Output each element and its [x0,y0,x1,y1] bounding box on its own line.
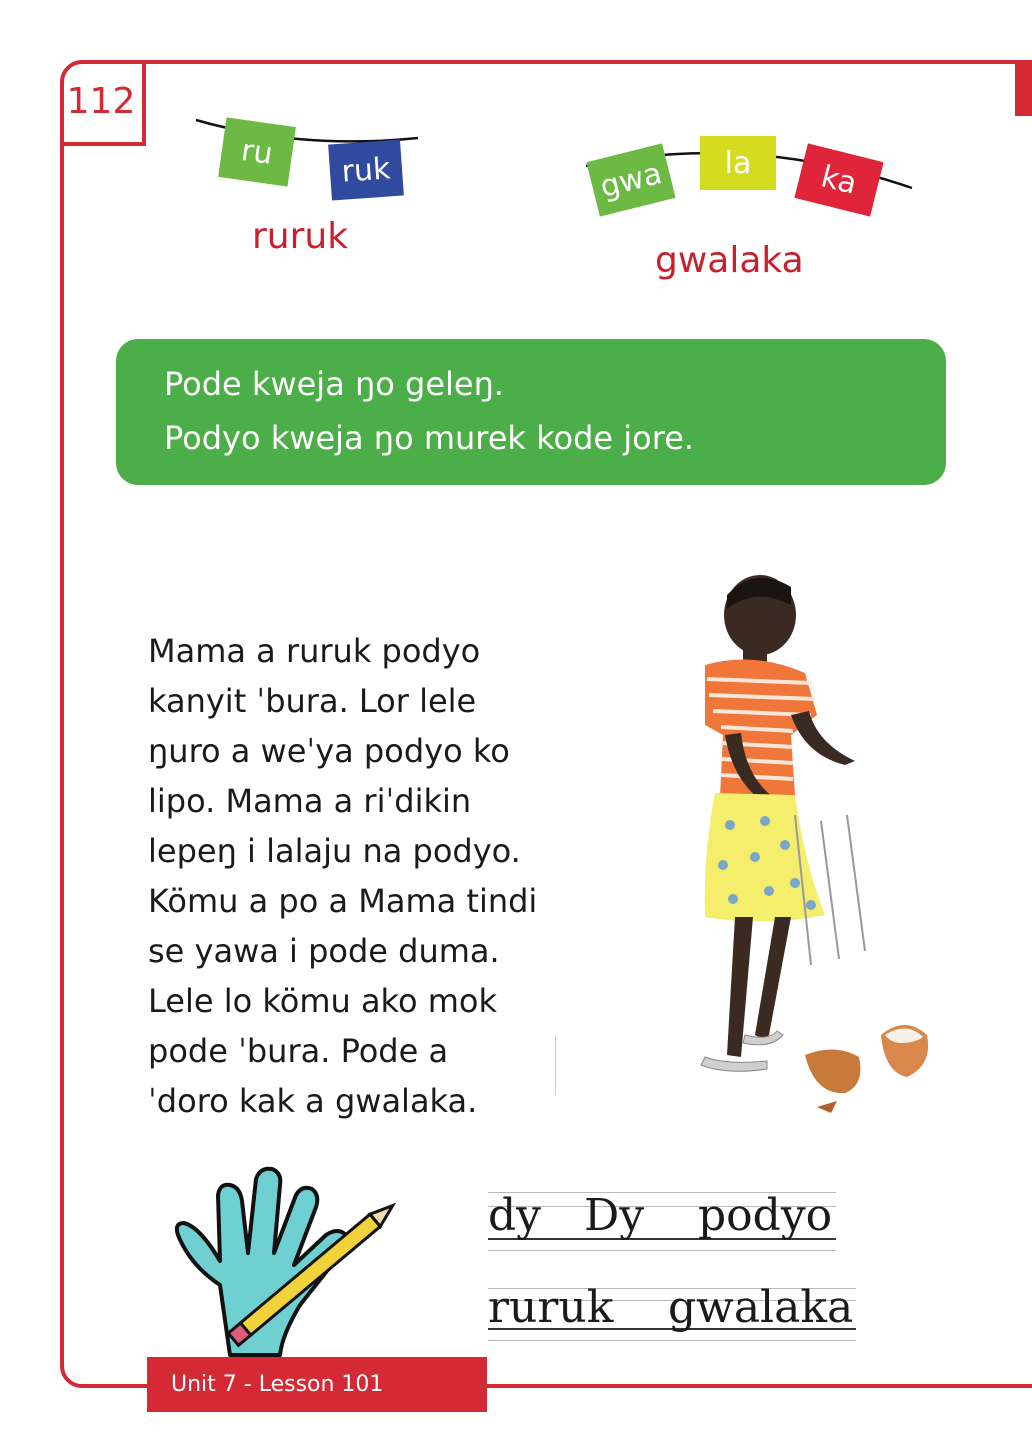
story-text [148,626,568,1126]
story-line: ŋuro a weˈya podyo ko [148,732,510,770]
guide-line [488,1340,856,1341]
writing-word-podyo: podyo [698,1190,833,1241]
syllable-flag-ka: ka [794,143,883,216]
sentence-line-2: Podyo kweja ŋo murek kode jore. [164,419,695,457]
writing-word-gwalaka: gwalaka [668,1282,854,1333]
writing-word-dy: dy [488,1190,542,1241]
story-line: kanyit ˈbura. Lor lele [148,682,477,720]
story-line: Mama a ruruk podyo [148,632,481,670]
story-line: ˈdoro kak a gwalaka. [148,1082,478,1120]
sentence-line-1: Pode kweja ŋo geleŋ. [164,365,505,403]
lesson-label: Unit 7 - Lesson 101 [171,1372,384,1397]
writing-word-Dy: Dy [584,1190,645,1241]
syllable-flag-gwa: gwa [586,143,675,216]
page-number [60,60,146,146]
page-number-label: 112 [66,80,136,122]
syllable-flag-ruk: ruk [328,140,404,201]
syllable-flag-ru: ru [218,117,296,186]
edge-tab [1015,60,1032,116]
lesson-footer [147,1357,487,1412]
hand-with-pencil-icon [170,1165,420,1365]
sentence-box [116,339,946,485]
syllable-flag-la: la [700,136,776,190]
story-line: se yawa i pode duma. [148,932,500,970]
story-line: Lele lo kömu ako mok [148,982,497,1020]
story-line: lepeŋ i lalaju na podyo. [148,832,521,870]
word-gwalaka: gwalaka [655,240,804,281]
word-ruruk: ruruk [252,216,349,257]
story-line: pode ˈbura. Pode a [148,1032,449,1070]
story-line: Kömu a po a Mama tindi [148,882,538,920]
woman-broken-pot-illustration [555,565,995,1125]
guide-line [488,1250,836,1251]
writing-word-ruruk: ruruk [488,1282,614,1333]
story-line: lipo. Mama a riˈdikin [148,782,472,820]
